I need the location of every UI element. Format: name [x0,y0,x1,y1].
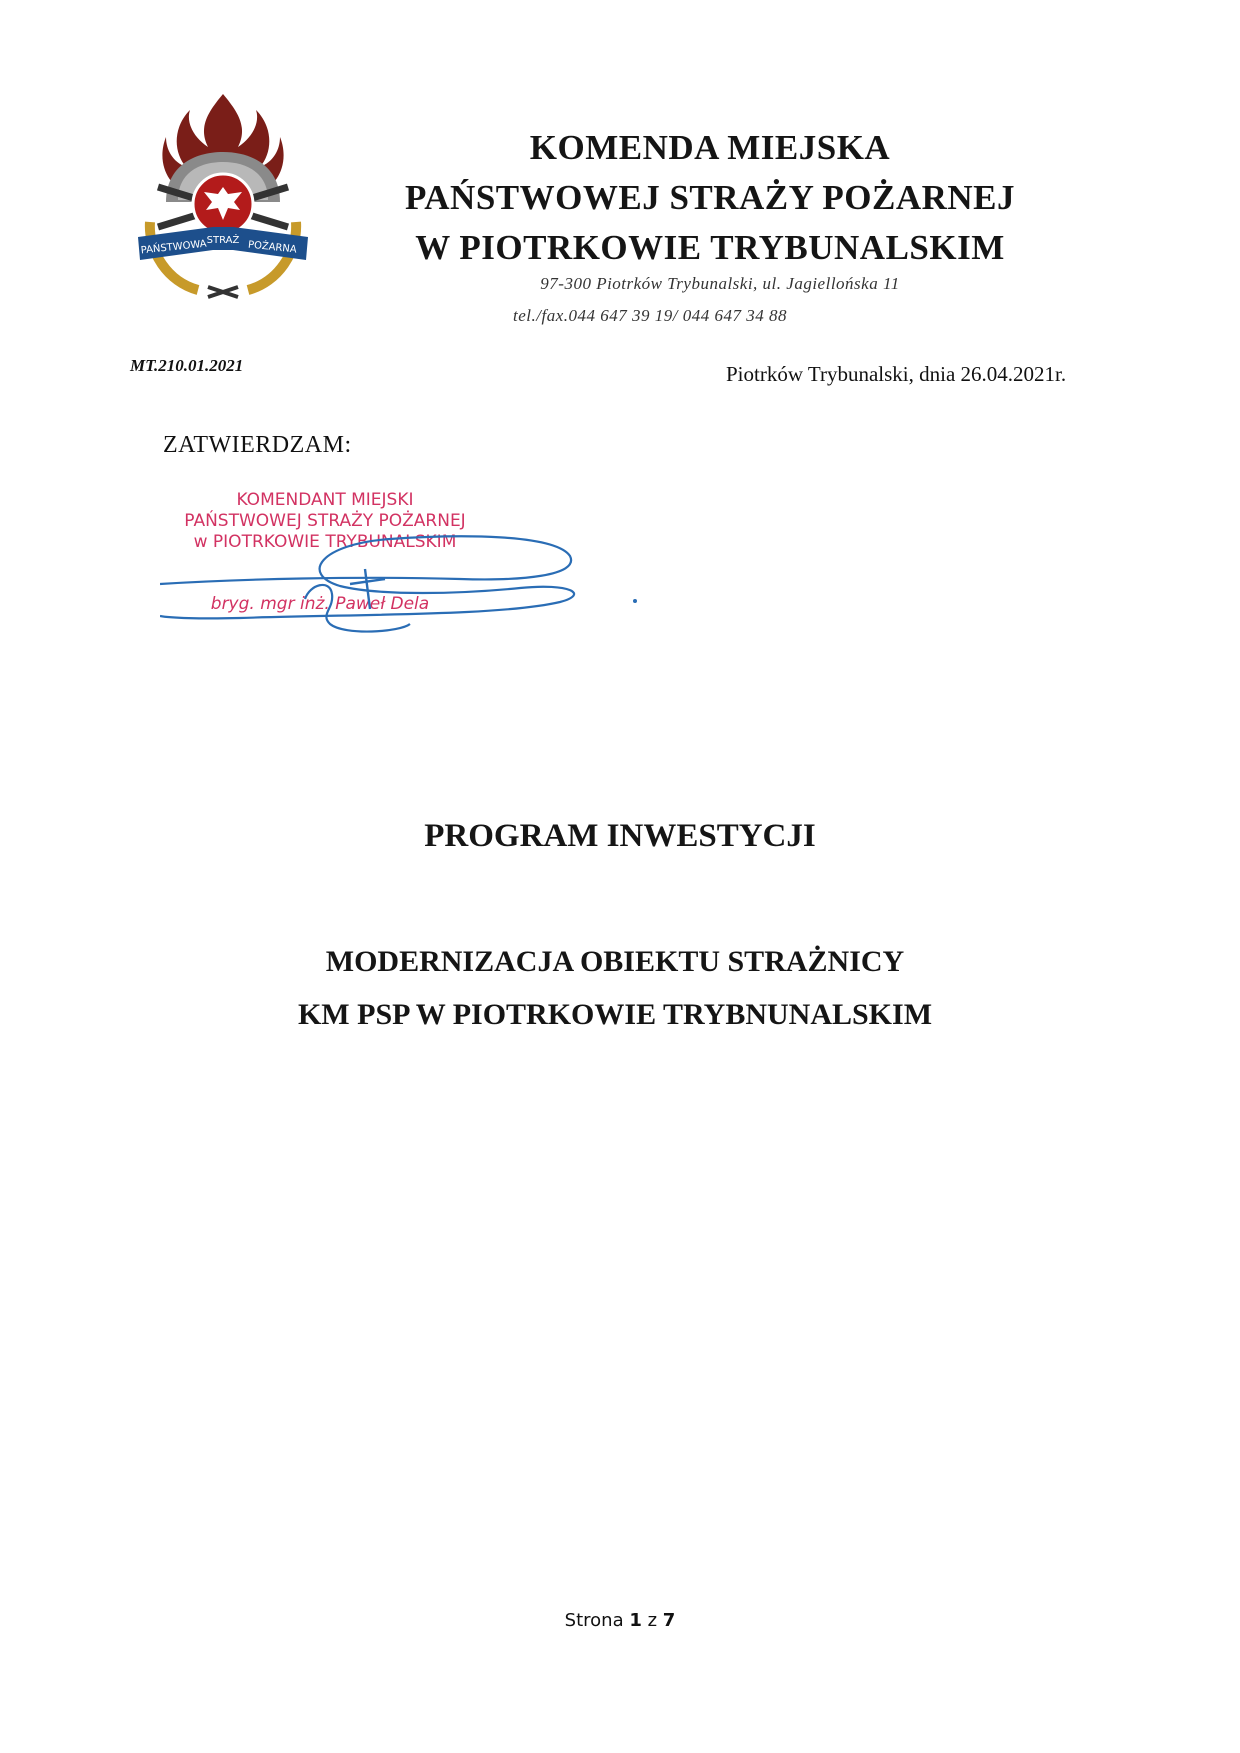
document-title: PROGRAM INWESTYCJI [424,818,816,854]
ribbon-center-text: STRAŻ [206,235,240,246]
subtitle-line1: MODERNIZACJA OBIEKTU STRAŻNICY [325,945,905,978]
stamp-line2: PAŃSTWOWEJ STRAŻY POŻARNEJ [184,511,466,531]
psp-logo [138,92,308,302]
subtitle-line2: KM PSP W PIOTRKOWIE TRYBNUNALSKIM [297,998,933,1031]
stamp-line3: w PIOTRKOWIE TRYBUNALSKIM [193,532,457,552]
header-line3: W PIOTRKOWIE TRYBUNALSKIM [415,228,1005,267]
ribbon-left-text: PAŃSTWOWA [140,238,208,257]
footer-prefix: Strona [564,1610,624,1631]
stamp-signer: bryg. mgr inż. Paweł Dela [210,594,430,614]
ink-dot [633,599,637,603]
stamp-line1: KOMENDANT MIEJSKI [236,490,414,510]
header-line1: KOMENDA MIEJSKA [529,128,891,167]
header-line2: PAŃSTWOWEJ STRAŻY POŻARNEJ [404,178,1016,217]
date-line: Piotrków Trybunalski, dnia 26.04.2021r. [726,362,1067,386]
document-number: MT.210.01.2021 [130,356,244,375]
approve-label: ZATWIERDZAM: [163,432,352,458]
ribbon-right-text: POŻARNA [247,239,298,256]
footer-separator: z [647,1610,658,1631]
header-address: 97-300 Piotrków Trybunalski, ul. Jagiellońska 11 [540,274,900,293]
header-phone: tel./fax.044 647 39 19/ 044 647 34 88 [513,306,787,325]
footer-total-pages: 7 [662,1610,676,1631]
handwritten-signature [160,484,590,644]
page-footer [0,1610,1240,1631]
fire-service-emblem-icon [138,92,308,302]
approval-stamp [160,484,590,644]
footer-current-page: 1 [629,1610,642,1631]
